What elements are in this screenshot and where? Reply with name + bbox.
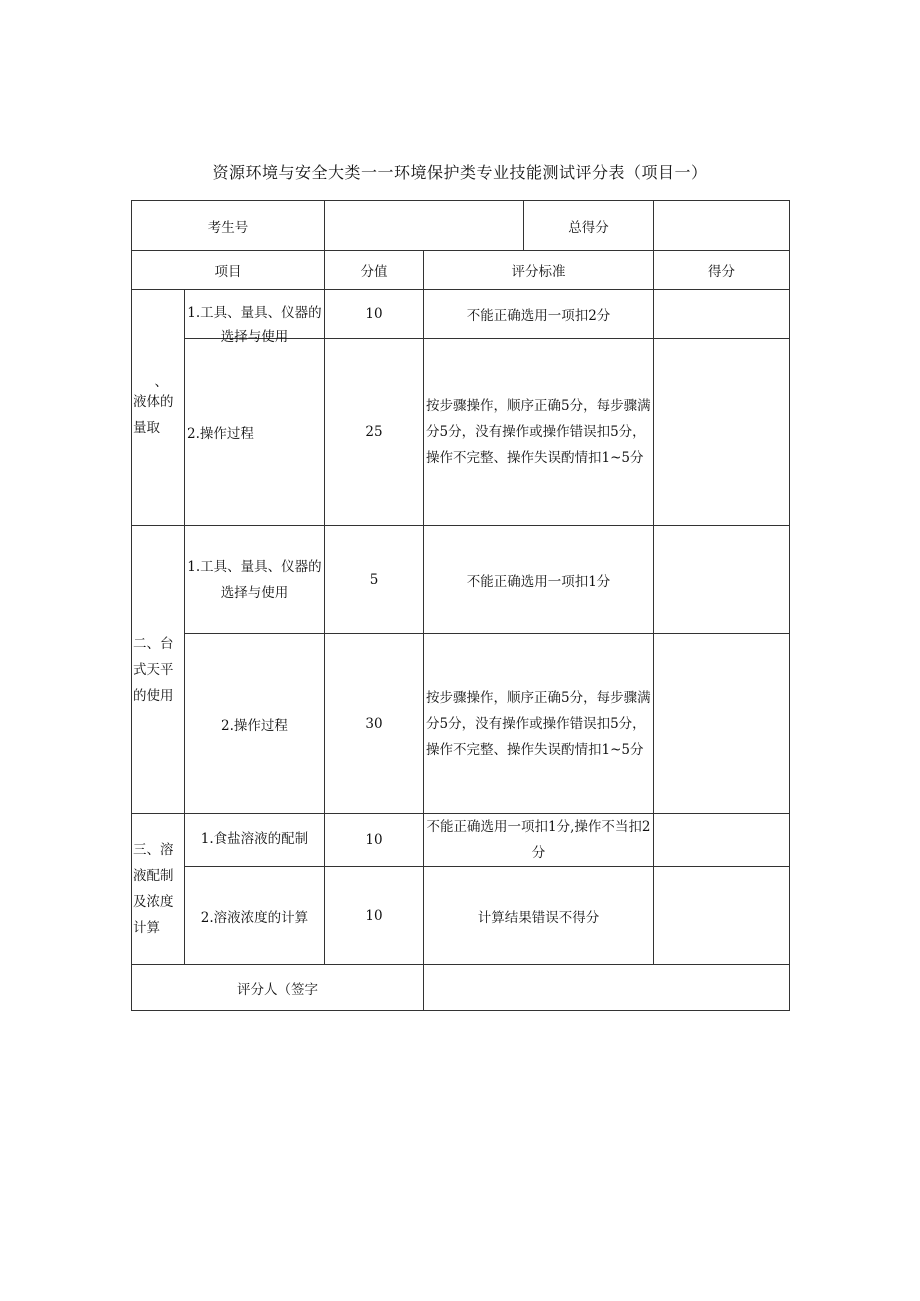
- col-header-item: 项目: [132, 251, 325, 290]
- section-name: 三、溶液配制及浓度计算: [132, 814, 185, 965]
- criteria-cell: 计算结果错误不得分: [424, 867, 654, 965]
- table-row: [132, 526, 790, 634]
- item-text: 1.食盐溶液的配制: [200, 831, 309, 847]
- col-header-criteria: 评分标准: [424, 251, 654, 290]
- item-cell: 1.工具、量具、仪器的选择与使用: [185, 526, 325, 634]
- grader-signature-field[interactable]: [424, 965, 790, 1011]
- criteria-cell: 不能正确选用一项扣1分,操作不当扣2分: [424, 814, 654, 867]
- item-cell: 2.操作过程: [185, 339, 325, 526]
- col-header-points: 分值: [325, 251, 424, 290]
- total-score-field[interactable]: [654, 201, 790, 251]
- item-cell: [185, 814, 325, 867]
- score-field[interactable]: [654, 634, 790, 814]
- footer-row: [132, 965, 790, 1011]
- column-header-row: [132, 251, 790, 290]
- col-header-score: 得分: [654, 251, 790, 290]
- exam-no-field[interactable]: [325, 201, 524, 251]
- criteria-cell: 不能正确选用一项扣1分: [424, 526, 654, 634]
- points-cell: 10: [325, 814, 424, 867]
- criteria-cell: 按步骤操作，顺序正确5分，每步骤满分5分，没有操作或操作错误扣5分，操作不完整、操作失误酌情扣1~5分: [424, 339, 654, 526]
- criteria-cell: 不能正确选用一项扣2分: [424, 290, 654, 339]
- score-field[interactable]: [654, 526, 790, 634]
- criteria-cell: 按步骤操作，顺序正确5分，每步骤满分5分，没有操作或操作错误扣5分，操作不完整、操作失误酌情扣1~5分: [424, 634, 654, 814]
- points-cell: 30: [325, 634, 424, 814]
- total-score-label: 总得分: [524, 201, 654, 251]
- section-title: 液体的量取: [133, 393, 174, 436]
- section-mark: 、: [154, 373, 168, 390]
- score-field[interactable]: [654, 867, 790, 965]
- header-row: [132, 201, 790, 251]
- score-field[interactable]: [654, 814, 790, 867]
- table-row: [132, 290, 790, 339]
- section-name: 二、台式天平的使用: [132, 526, 185, 814]
- page-title: 资源环境与安全大类一一环境保护类专业技能测试评分表（项目一）: [212, 163, 708, 182]
- item-cell: 2.溶液浓度的计算: [185, 867, 325, 965]
- item-cell: [185, 290, 325, 345]
- points-cell: 5: [325, 526, 424, 634]
- score-field[interactable]: [654, 339, 790, 526]
- table-row: [132, 814, 790, 867]
- table-row: [132, 867, 790, 965]
- score-field[interactable]: [654, 290, 790, 339]
- points-cell: 10: [325, 290, 424, 339]
- table-row: [132, 339, 790, 526]
- points-cell: 25: [325, 339, 424, 526]
- points-cell: 10: [325, 867, 424, 965]
- table-row: [132, 634, 790, 814]
- section-name: [132, 290, 185, 526]
- grader-label: 评分人（签字: [132, 965, 424, 1011]
- score-table: [131, 200, 790, 1011]
- exam-no-label: 考生号: [132, 201, 325, 251]
- item-text: 1.工具、量具、仪器的选择与使用: [187, 305, 322, 345]
- item-cell: 2.操作过程: [185, 634, 325, 814]
